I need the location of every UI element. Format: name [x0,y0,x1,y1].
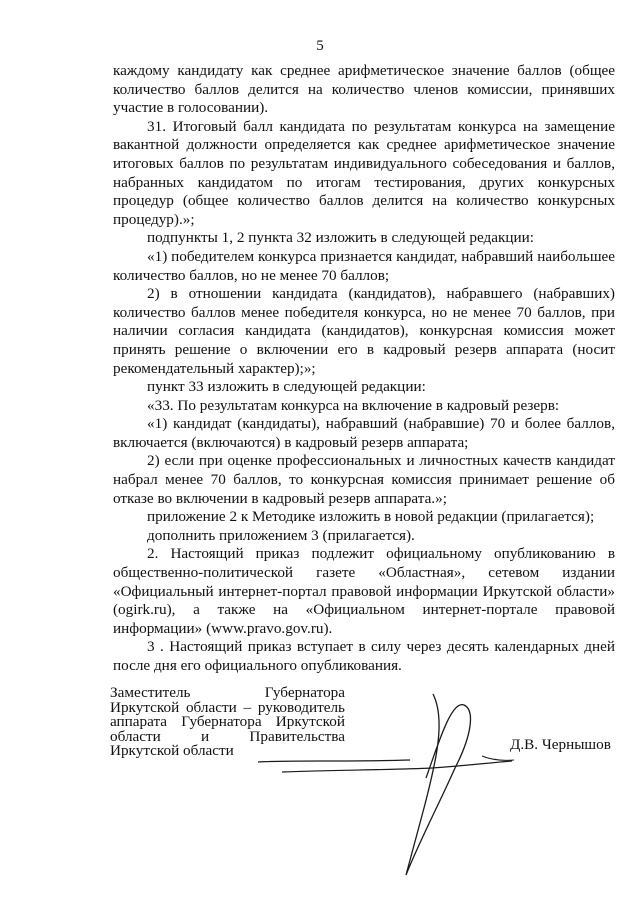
signatory-title-line: Заместитель Губернатора [110,684,345,701]
paragraph: 2. Настоящий приказ подлежит официальному опубликованию в общественно-политической газете «Областная», сетевом издании «Официальный интернет-портал правовой информации Иркутской области» (ogirk.ru), а также на «Официальном интернет-портале правовой информации» (www.pravo.gov.ru). [113,545,615,637]
paragraph: приложение 2 к Методике изложить в новой редакции (прилагается); [147,508,595,526]
paragraph: «1) победителем конкурса признается кандидат, набравший наибольшее количество баллов, но не менее 70 баллов; [113,247,615,284]
signatory-title-line: Иркутской области [110,742,234,759]
paragraph: «33. По результатам конкурса на включение в кадровый резерв: [147,396,560,414]
document-body [113,62,615,676]
signatory-name: Д.В. Чернышов [510,736,611,753]
paragraph: пункт 33 изложить в следующей редакции: [147,378,426,396]
paragraph: дополнить приложением 3 (прилагается). [147,526,415,544]
handwritten-signature [250,690,520,880]
paragraph: 3 . Настоящий приказ вступает в силу через десять календарных дней после дня его официального опубликования. [113,638,615,674]
paragraph: подпункты 1, 2 пункта 32 изложить в следующей редакции: [147,229,534,247]
signatory-title-line: аппарата Губернатора Иркутской [110,713,345,730]
signatory-title-line: области и Правительства [110,727,345,745]
paragraph: 2) если при оценке профессиональных и личностных качеств кандидат набрал менее 70 баллов, то конкурсная комиссия принимает решение об отказе во включении в кадровый резерв аппарата.»; [113,452,615,507]
paragraph: 2) в отношении кандидата (кандидатов), набравшего (набравших) количество баллов менее победителя конкурса, но не менее 70 баллов, при наличии согласия кандидата (кандидатов), конкурсная комиссия может принять решение о включении его в кадровый резерв аппарата (носит рекомендательный характер);»; [113,285,615,377]
paragraph: каждому кандидату как среднее арифметическое значение баллов (общее количество баллов делится на количество членов комиссии, принявших участие в голосовании). [113,62,615,117]
paragraph: 31. Итоговый балл кандидата по результатам конкурса на замещение вакантной должности определяется как среднее арифметическое значение итоговых баллов по результатам индивидуального собеседования и баллов, набранных кандидатом по итогам тестирования, других конкурсных процедур (общее количество баллов делится на количество конкурсных процедур).»; [113,117,615,228]
page-number: 5 [316,38,324,54]
paragraph: «1) кандидат (кандидаты), набравший (набравшие) 70 и более баллов, включается (включаются) в кадровый резерв аппарата; [113,415,615,451]
signatory-title-line: Иркутской области – руководитель [110,698,345,716]
